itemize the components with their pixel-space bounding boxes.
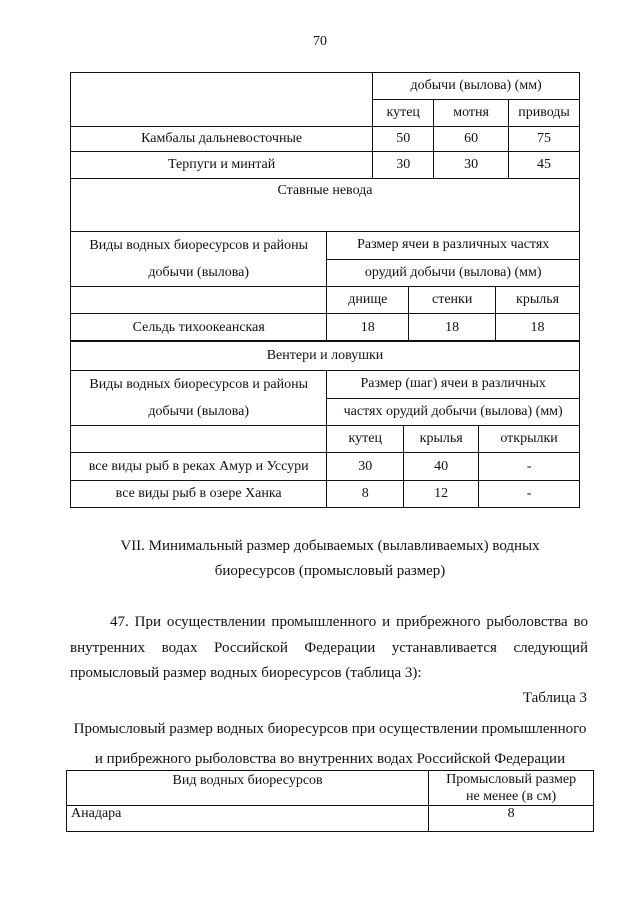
heading-line: VII. Минимальный размер добываемых (вылавливаемых) водных	[120, 538, 540, 554]
species-cell: все виды рыб в озере Ханка	[71, 481, 327, 508]
species-cell: Сельдь тихоокеанская	[71, 314, 327, 342]
section-title: Вентери и ловушки	[71, 341, 580, 371]
value-cell: -	[479, 453, 580, 481]
caption-line: Промысловый размер водных биоресурсов при осуществлении промышленного	[73, 721, 587, 737]
table-blank-header	[71, 73, 373, 127]
trawl-size-table	[70, 72, 580, 179]
page-number: 70	[313, 34, 327, 49]
paragraph-line: промысловый размер водных биоресурсов (таблица 3):	[70, 665, 422, 681]
mesh-size-header-line2: частях орудий добычи (вылова) (мм)	[327, 398, 580, 426]
paragraph-47	[70, 610, 588, 687]
species-header	[71, 232, 327, 287]
section-heading	[70, 534, 590, 584]
value-cell: 12	[404, 481, 479, 508]
paragraph-line: 47. При осуществлении промышленного и прибрежного рыболовства во	[110, 614, 588, 630]
species-header	[71, 371, 327, 426]
column-header: открылки	[479, 426, 580, 453]
column-header: мотня	[434, 100, 509, 127]
column-header: стенки	[409, 287, 496, 314]
size-header	[429, 771, 594, 806]
value-cell: 8	[327, 481, 404, 508]
paragraph-line: внутренних водах Российской Федерации устанавливается следующий	[70, 639, 588, 656]
value-cell: 60	[434, 127, 509, 152]
table-label: Таблица 3	[522, 690, 587, 706]
column-header: крылья	[404, 426, 479, 453]
column-header: крылья	[496, 287, 580, 314]
section-title: Ставные невода	[71, 179, 580, 232]
column-header: кутец	[373, 100, 434, 127]
column-header: кутец	[327, 426, 404, 453]
mesh-size-header: добычи (вылова) (мм)	[373, 73, 580, 100]
header-line: Промысловый размер	[446, 772, 577, 787]
header-line: добычи (вылова)	[148, 265, 250, 280]
value-cell: 75	[509, 127, 580, 152]
traps-table	[70, 340, 580, 508]
commercial-size-table	[66, 770, 594, 832]
header-line: добычи (вылова)	[148, 404, 249, 419]
mesh-size-header-line2: орудий добычи (вылова) (мм)	[327, 259, 580, 287]
value-cell: 40	[404, 453, 479, 481]
header-line: Виды водных биоресурсов и районы	[89, 377, 308, 392]
value-cell: 30	[373, 152, 434, 179]
value-cell: 18	[409, 314, 496, 342]
species-cell: Терпуги и минтай	[71, 152, 373, 179]
species-cell: все виды рыб в реках Амур и Уссури	[71, 453, 327, 481]
header-line: Виды водных биоресурсов и районы	[89, 238, 308, 253]
value-cell: 18	[327, 314, 409, 342]
table-caption	[60, 714, 600, 774]
header-line: не менее (в см)	[465, 789, 557, 804]
mesh-size-header: Размер (шаг) ячеи в различных	[327, 371, 580, 399]
value-cell: -	[479, 481, 580, 508]
species-header: Вид водных биоресурсов	[67, 771, 429, 806]
mesh-size-header: Размер ячеи в различных частях	[327, 232, 580, 260]
value-cell: 18	[496, 314, 580, 342]
species-cell: Камбалы дальневосточные	[71, 127, 373, 152]
column-header: приводы	[509, 100, 580, 127]
value-cell: 45	[509, 152, 580, 179]
species-header-blank	[71, 426, 327, 453]
species-cell: Анадара	[67, 806, 429, 832]
value-cell: 8	[429, 806, 594, 832]
species-header-blank	[71, 287, 327, 314]
value-cell: 30	[434, 152, 509, 179]
value-cell: 50	[373, 127, 434, 152]
column-header: днище	[327, 287, 409, 314]
value-cell: 30	[327, 453, 404, 481]
caption-line: и прибрежного рыболовства во внутренних водах Российской Федерации	[94, 751, 566, 767]
set-nets-table	[70, 178, 580, 342]
heading-line: биоресурсов (промысловый размер)	[214, 563, 446, 579]
